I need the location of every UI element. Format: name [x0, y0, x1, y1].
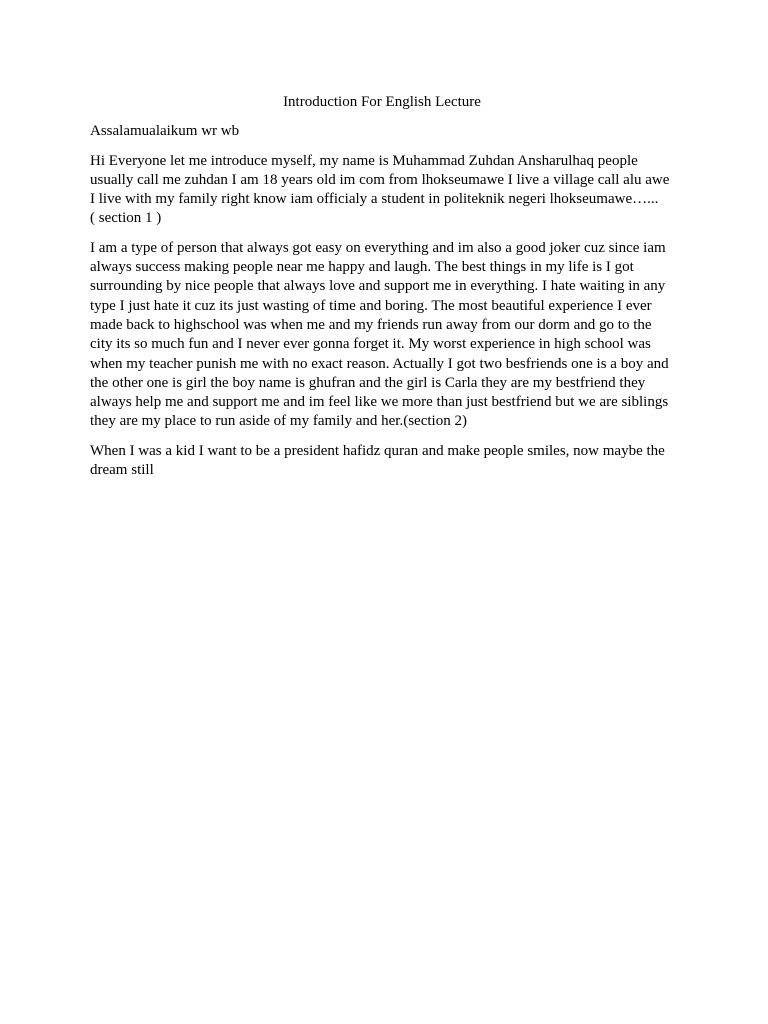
paragraph-line: the other one is girl the boy name is ghufran and the girl is Carla they are my bestfriend they: [90, 374, 646, 391]
paragraph-line: Hi Everyone let me introduce myself, my name is Muhammad Zuhdan Ansharulhaq people: [90, 152, 638, 169]
document-body: [90, 93, 674, 490]
paragraph-line: they are my place to run aside of my family and her.(section 2): [90, 413, 467, 430]
greeting-line: Assalamualaikum wr wb: [90, 123, 240, 140]
paragraph-personality: [90, 239, 674, 432]
paragraph-line: when my teacher punish me with no exact reason. Actually I got two besfriends one is a boy and: [90, 355, 669, 372]
paragraph-line: When I was a kid I want to be a president hafidz quran and make people smiles, now maybe the: [90, 442, 665, 459]
paragraph-line: ( section 1 ): [90, 210, 162, 227]
paragraph-line: type I just hate it cuz its just wasting of time and boring. The most beautiful experience I ever: [90, 297, 652, 314]
paragraph-line: I am a type of person that always got easy on everything and im also a good joker cuz since iam: [90, 239, 666, 256]
paragraph-line: usually call me zuhdan I am 18 years old im com from lhokseumawe I live a village call alu awe: [90, 171, 670, 188]
paragraph-line: always help me and support me and im feel like we more than just bestfriend but we are siblings: [90, 394, 669, 411]
document-title: Introduction For English Lecture: [283, 94, 481, 110]
paragraph-introduction: [90, 152, 674, 229]
paragraph-line: city its so much fun and I never ever gonna forget it. My worst experience in high school was: [90, 336, 651, 353]
paragraph-line: I live with my family right know iam officialy a student in politeknik negeri lhokseumawe…...: [90, 191, 659, 208]
paragraph-line: surrounding by nice people that always love and support me in everything. I hate waiting in any: [90, 278, 666, 295]
paragraph-line: always success making people near me happy and laugh. The best things in my life is I got: [90, 259, 634, 276]
paragraph-dream: [90, 442, 674, 481]
paragraph-line: dream still: [90, 462, 154, 479]
paragraph-line: made back to highschool was when me and my friends run away from our dorm and go to the: [90, 316, 652, 333]
